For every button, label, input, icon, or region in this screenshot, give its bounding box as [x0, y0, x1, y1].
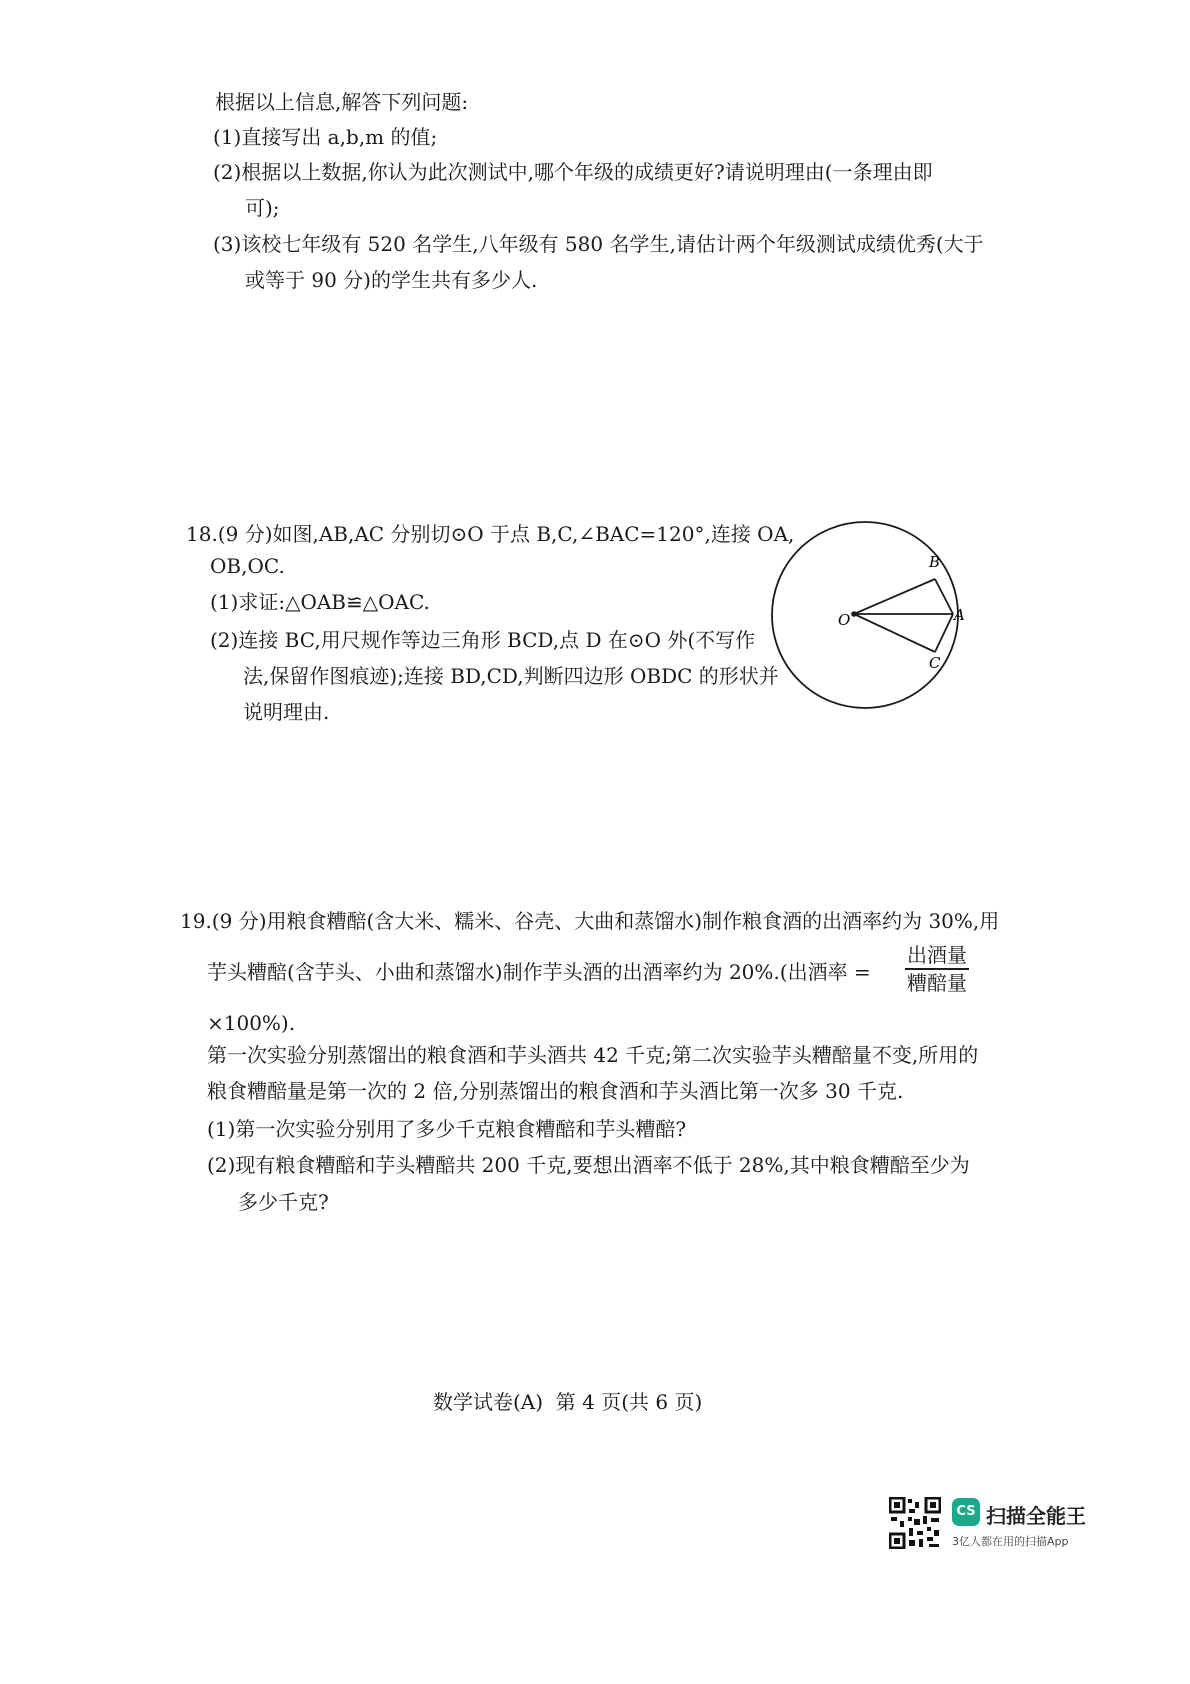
q17-intro: 根据以上信息,解答下列问题: — [215, 90, 469, 114]
q19-line1: 19.(9 分)用粮食糟醅(含大米、糯米、谷壳、大曲和蒸馏水)制作粮食酒的出酒率约为 30%,用 — [180, 909, 1000, 933]
app-logo-badge: CS — [952, 1498, 980, 1526]
segment-ac — [935, 614, 953, 652]
q17-part3-line1: (3)该校七年级有 520 名学生,八年级有 580 名学生,请估计两个年级测试成绩优秀(大于 — [213, 232, 984, 256]
q19-line5: 粮食糟醅量是第一次的 2 倍,分别蒸馏出的粮食酒和芋头酒比第一次多 30 千克. — [207, 1079, 904, 1103]
q19-part1: (1)第一次实验分别用了多少千克粮食糟醅和芋头糟醅? — [207, 1117, 687, 1141]
yield-rate-fraction — [905, 942, 969, 996]
q19-line4: 第一次实验分别蒸馏出的粮食酒和芋头酒共 42 千克;第二次实验芋头糟醅量不变,所用的 — [207, 1043, 979, 1067]
page-footer: 数学试卷(A) 第 4 页(共 6 页) — [433, 1390, 703, 1414]
app-slogan: 3亿人都在用的扫描App — [952, 1535, 1069, 1548]
fraction-numerator: 出酒量 — [905, 942, 969, 970]
qr-code-icon — [889, 1497, 941, 1549]
q18-part2-line3: 说明理由. — [243, 700, 330, 724]
fraction-denominator: 糟醅量 — [907, 971, 967, 995]
app-name: 扫描全能王 — [986, 1504, 1086, 1528]
q18-line1: 18.(9 分)如图,AB,AC 分别切⊙O 于点 B,C,∠BAC=120°,连接 OA, — [186, 522, 795, 546]
point-o — [851, 611, 857, 617]
label-o: O — [838, 611, 851, 629]
q19-part2-line1: (2)现有粮食糟醅和芋头糟醅共 200 千克,要想出酒率不低于 28%,其中粮食糟醅至少为 — [207, 1153, 970, 1177]
circle-o — [772, 522, 958, 708]
label-a: A — [954, 606, 965, 624]
q17-part2-line2: 可); — [245, 196, 280, 220]
q19-line3: ×100%). — [207, 1011, 296, 1035]
label-c: C — [929, 654, 941, 672]
q18-line2: OB,OC. — [210, 554, 285, 578]
q17-part2-line1: (2)根据以上数据,你认为此次测试中,哪个年级的成绩更好?请说明理由(一条理由即 — [213, 160, 933, 184]
q18-part2-line1: (2)连接 BC,用尺规作等边三角形 BCD,点 D 在⊙O 外(不写作 — [210, 628, 756, 652]
q18-circle-figure — [765, 515, 985, 715]
q17-part1: (1)直接写出 a,b,m 的值; — [213, 125, 438, 149]
segment-ob — [854, 579, 935, 614]
segment-ab — [935, 579, 953, 614]
q17-part3-line2: 或等于 90 分)的学生共有多少人. — [245, 268, 538, 292]
segment-oc — [854, 614, 935, 652]
q18-part1: (1)求证:△OAB≌△OAC. — [210, 590, 430, 614]
label-b: B — [929, 553, 941, 571]
q19-line2: 芋头糟醅(含芋头、小曲和蒸馏水)制作芋头酒的出酒率约为 20%.(出酒率 = — [207, 960, 871, 984]
q19-part2-line2: 多少千克? — [238, 1190, 329, 1214]
q18-part2-line2: 法,保留作图痕迹);连接 BD,CD,判断四边形 OBDC 的形状并 — [243, 664, 779, 688]
